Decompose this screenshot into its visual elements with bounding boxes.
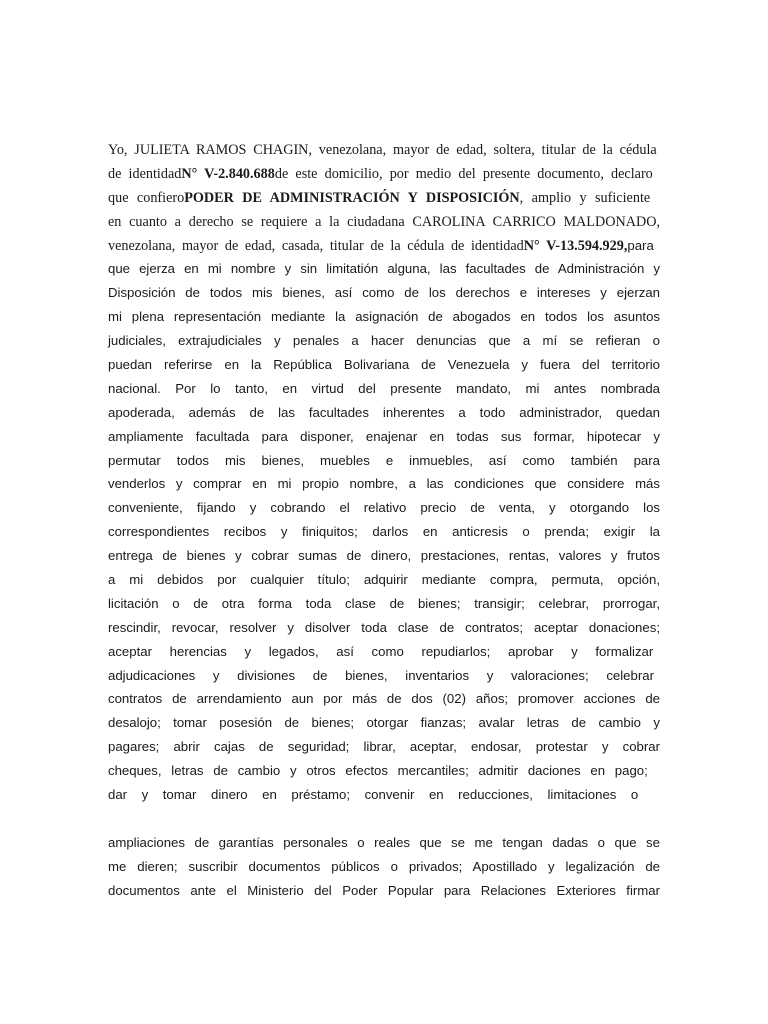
text-line [108,643,660,667]
text-run: aceptar herencias y legados, así como repudiarlos; aprobar y formalizar [108,643,654,659]
text-line [108,738,660,762]
text-run: mi plena representación mediante la asignación de abogados en todos los asuntos [108,309,660,325]
text-line [108,499,660,523]
text-run: documentos ante el Ministerio del Poder Popular para Relaciones Exteriores firmar [108,882,660,898]
text-run: , amplio y suficiente [519,189,651,206]
text-line [108,213,660,237]
text-line [108,547,660,571]
text-run: adjudicaciones y divisiones de bienes, inventarios y valoraciones; celebrar [108,667,654,683]
bold-text: PODER DE ADMINISTRACIÓN Y DISPOSICIÓN [184,189,520,206]
text-run: que ejerza en mi nombre y sin limitatión alguna, las facultades de Administración y [108,261,660,277]
text-line [108,332,660,356]
text-run: licitación o de otra forma toda clase de bienes; transigir; celebrar, prorrogar, [108,595,660,611]
text-run: desalojo; tomar posesión de bienes; otorgar fianzas; avalar letras de cambio y [108,715,660,731]
text-run: entrega de bienes y cobrar sumas de dinero, prestaciones, rentas, valores y frutos [108,548,660,564]
text-run: Yo, JULIETA RAMOS CHAGIN, venezolana, mayor de edad, soltera, titular de la cédula [108,142,657,158]
text-run: permutar todos mis bienes, muebles e inmuebles, así como también para [108,452,660,468]
text-line [108,260,660,284]
text-line [108,404,660,428]
text-line [108,834,660,858]
text-run: de identidad [108,165,182,182]
text-run: para [627,237,654,253]
text-run: me dieren; suscribir documentos públicos o privados; Apostillado y legalización de [108,858,660,874]
text-line [108,428,660,452]
text-line [108,380,660,404]
text-run: ampliamente facultada para disponer, enajenar en todas sus formar, hipotecar y [108,428,660,444]
text-line [108,237,660,261]
text-run: ampliaciones de garantías personales o reales que se me tengan dadas o que se [108,834,660,850]
text-line [108,619,660,643]
text-line [108,523,660,547]
text-line [108,165,660,189]
text-line [108,452,660,476]
text-line [108,595,660,619]
text-line [108,141,660,165]
text-run: Disposición de todos mis bienes, así como de los derechos e intereses y ejerzan [108,285,660,301]
text-run: en cuanto a derecho se requiere a la ciudadana CAROLINA CARRICO MALDONADO, [108,213,660,230]
text-run: correspondientes recibos y finiquitos; darlos en anticresis o prenda; exigir la [108,524,660,540]
text-line [108,786,660,810]
text-run: judiciales, extrajudiciales y penales a hacer denuncias que a mí se refieran o [108,333,660,349]
text-line [108,571,660,595]
text-run: de este domicilio, por medio del presente documento, declaro [274,165,653,182]
text-run: dar y tomar dinero en préstamo; convenir en reducciones, limitaciones o [108,787,639,803]
bold-text: N° V-13.594.929, [523,237,628,254]
text-run: conveniente, fijando y cobrando el relativo precio de venta, y otorgando los [108,500,660,516]
text-run: contratos de arrendamiento aun por más de dos (02) años; promover acciones de [108,691,660,707]
text-run: venezolana, mayor de edad, casada, titular de la cédula de identidad [108,237,524,254]
text-line [108,356,660,380]
text-line [108,667,660,691]
text-line [108,475,660,499]
text-run: venderlos y comprar en mi propio nombre, a las condiciones que considere más [108,476,660,492]
text-line [108,284,660,308]
paragraph-continuation [108,834,660,906]
document-body [108,141,660,906]
text-line [108,762,660,786]
text-line [108,690,660,714]
text-run: cheques, letras de cambio y otros efectos mercantiles; admitir daciones en pago; [108,763,648,779]
text-run: a mi debidos por cualquier título; adquirir mediante compra, permuta, opción, [108,572,660,588]
text-line [108,308,660,332]
text-line [108,858,660,882]
text-run: nacional. Por lo tanto, en virtud del presente mandato, mi antes nombrada [108,380,660,396]
text-run: rescindir, revocar, resolver y disolver toda clase de contratos; aceptar donaciones; [108,619,660,635]
text-line [108,882,660,906]
text-run: que confiero [108,189,185,206]
text-run: puedan referirse en la República Bolivariana de Venezuela y fuera del territorio [108,357,660,373]
text-run: apoderada, además de las facultades inherentes a todo administrador, quedan [108,404,660,420]
text-line [108,714,660,738]
paragraph-mandate [108,141,660,810]
text-line [108,189,660,213]
bold-text: N° V-2.840.688 [181,165,275,182]
text-run: pagares; abrir cajas de seguridad; librar, aceptar, endosar, protestar y cobrar [108,739,660,755]
